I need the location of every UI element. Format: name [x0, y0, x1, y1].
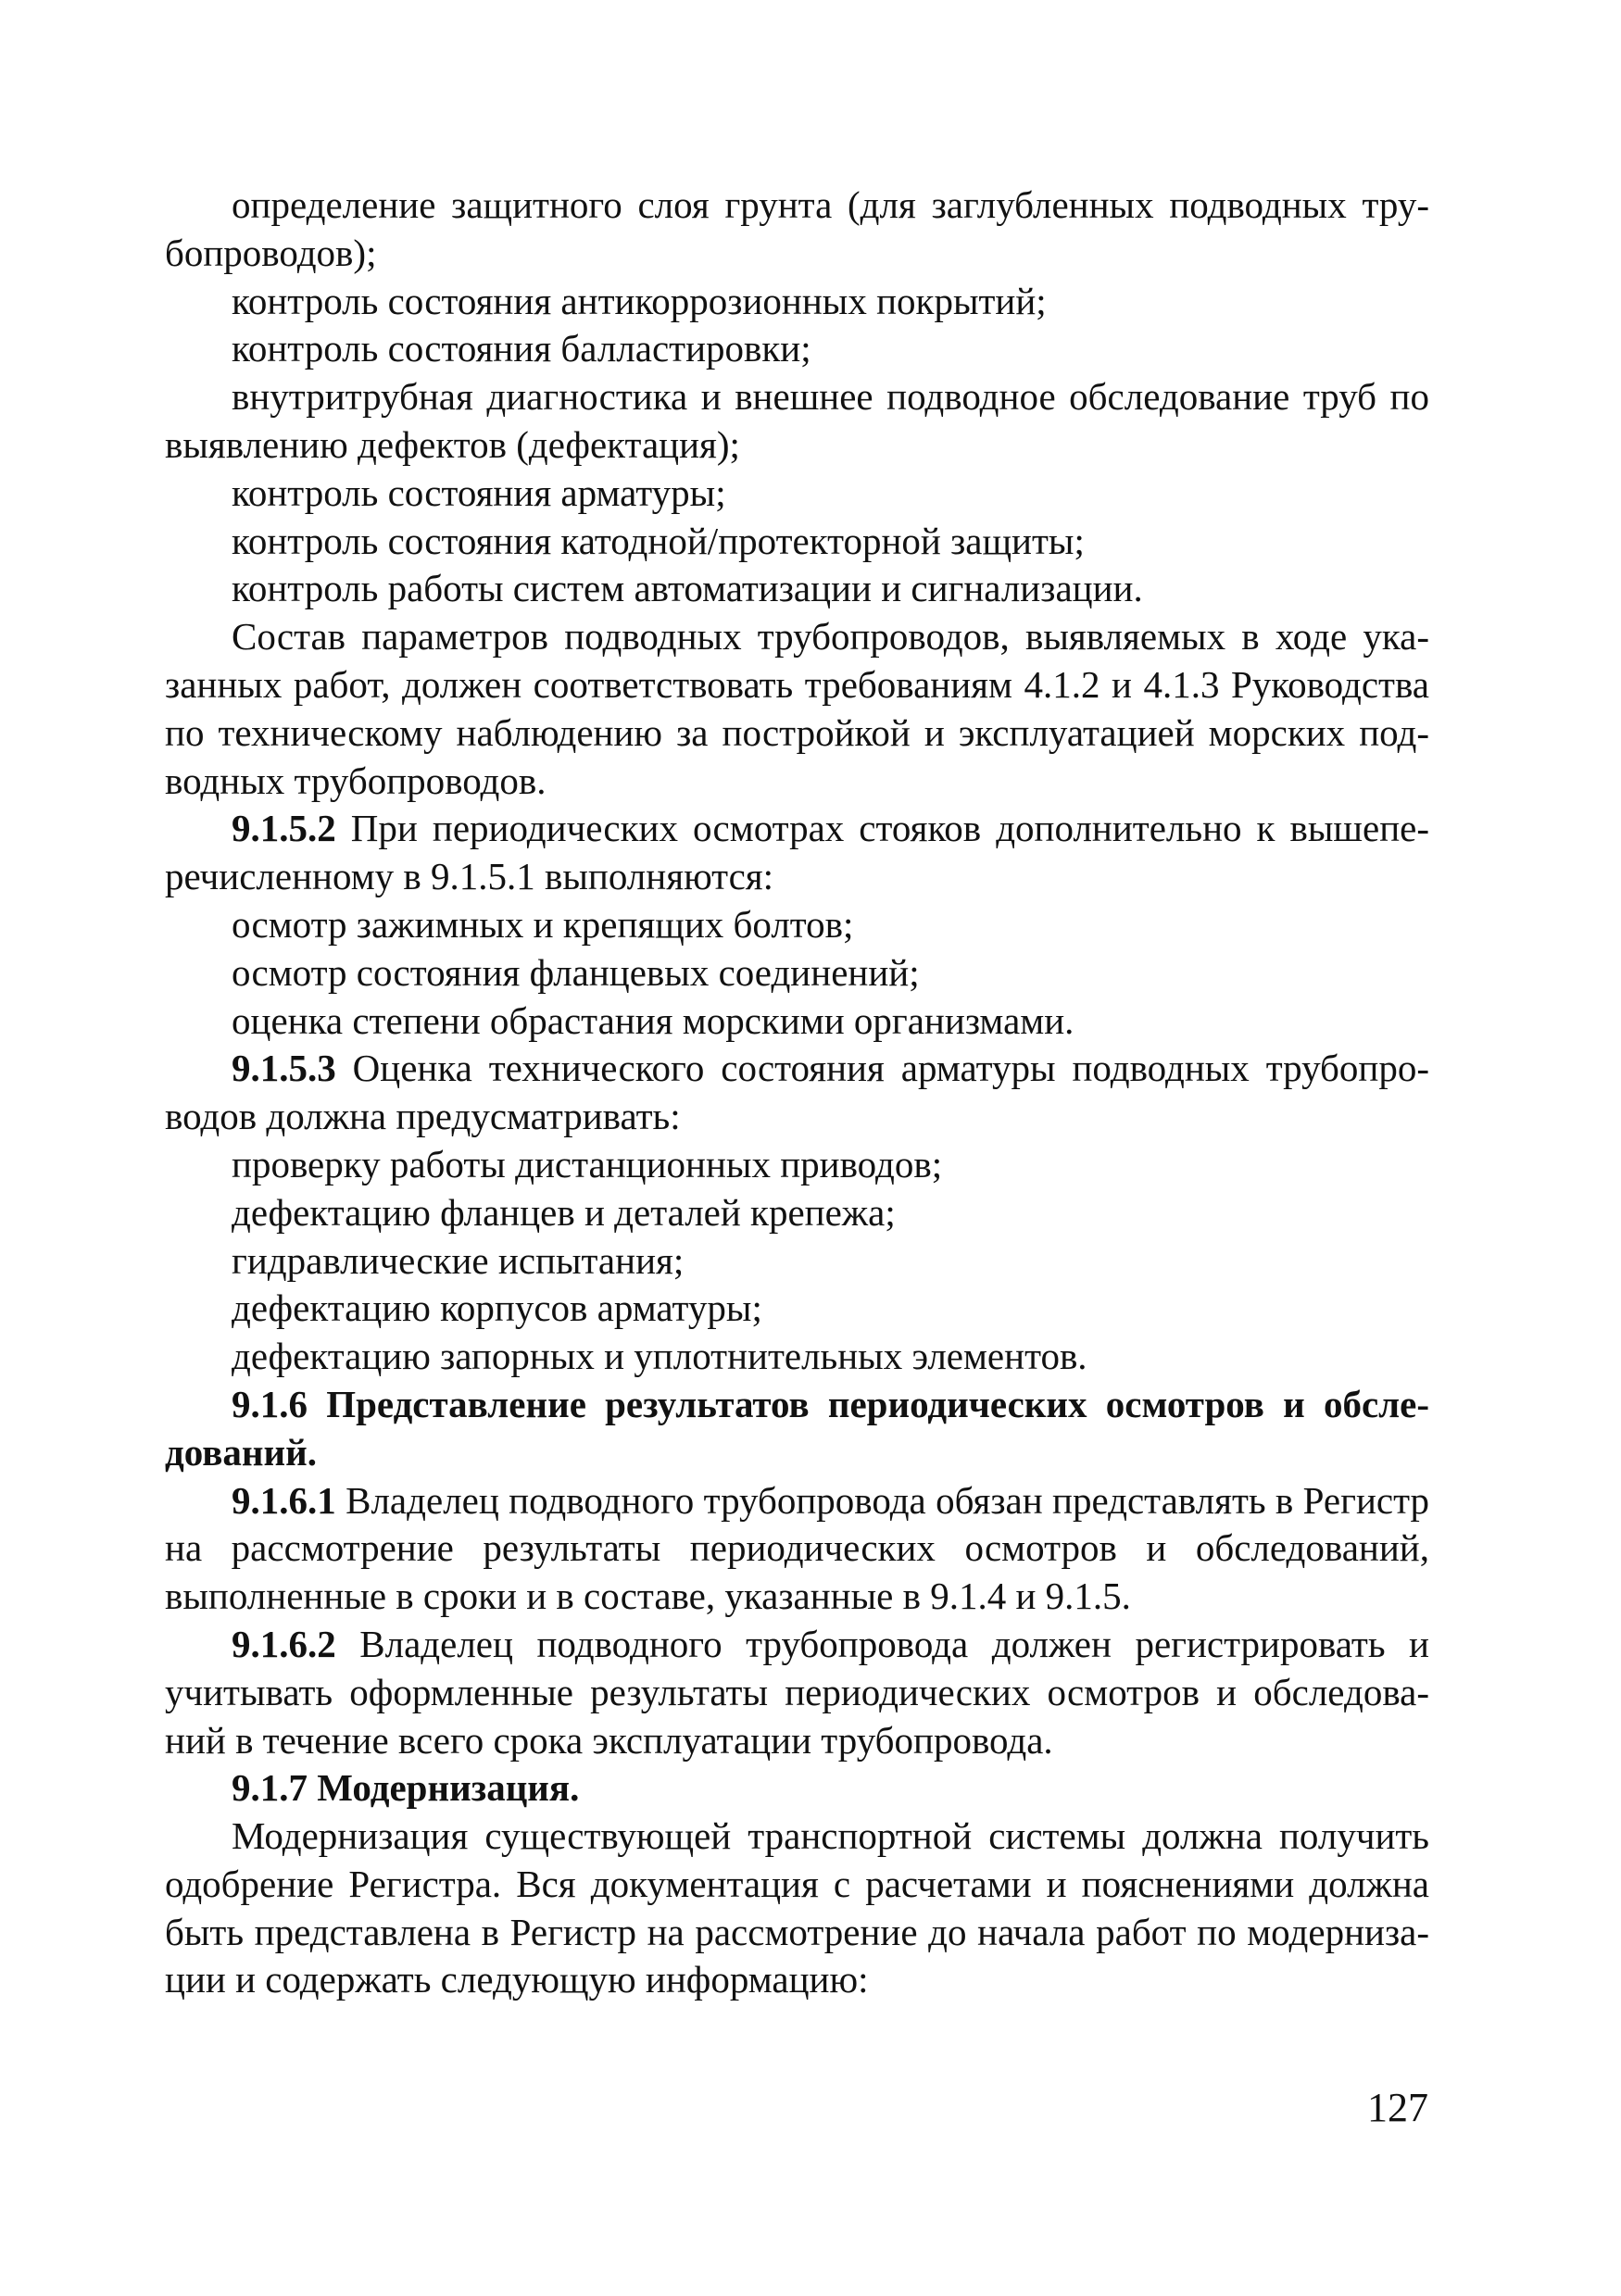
paragraph: определение защитного слоя грунта (для заглубленных подводных трубопроводов); [165, 183, 1429, 274]
paragraph: Состав параметров подводных трубопроводов, выявляемых в ходе указанных работ, должен соответствовать требованиям 4.1.2 и 4.1.3 Руководства по техническому наблюдению за постройкой и эксплуатацией морских подводных трубопроводов. [165, 615, 1429, 802]
paragraph: Модернизация существующей транспортной системы должна получить одобрение Регистра. Вся документация с расчетами и пояснениями должна быть представлена в Регистр на рассмотрение до начала работ по модернизации и содержать следующую информацию: [165, 1814, 1429, 2001]
paragraph: дефектацию фланцев и деталей крепежа; [232, 1190, 896, 1234]
clause-number: 9.1.5.2 [232, 807, 336, 850]
paragraph: дефектацию корпусов арматуры; [232, 1286, 762, 1330]
paragraph: контроль состояния антикоррозионных покрытий; [232, 279, 1047, 322]
paragraph: гидравлические испытания; [232, 1238, 685, 1282]
clause-number: 9.1.6.1 [232, 1478, 336, 1522]
clause-number: 9.1.5.3 [232, 1047, 336, 1090]
numbered-paragraph: 9.1.6.2 Владелец подводного трубопровода должен регистрировать и учитывать оформленные результаты периодических осмотров и обследований в течение всего срока эксплуатации трубопровода. [165, 1622, 1429, 1762]
paragraph: дефектацию запорных и уплотнительных элементов. [232, 1335, 1087, 1378]
paragraph: контроль состояния арматуры; [232, 470, 726, 514]
page-number: 127 [1367, 2085, 1428, 2130]
paragraph: контроль состояния балластировки; [232, 327, 811, 370]
numbered-paragraph: 9.1.5.3 Оценка технического состояния арматуры подводных трубопроводов должна предусматривать: [165, 1047, 1429, 1138]
clause-number: 9.1.6.2 [232, 1622, 336, 1665]
section-heading: 9.1.7 Модернизация. [232, 1766, 580, 1810]
numbered-paragraph: 9.1.6.1 Владелец подводного трубопровода обязан представлять в Регистр на рассмотрение результаты периодических осмотров и обследований, выполненные в сроки и в составе, указанные в 9.1.4 и 9.1.5. [165, 1478, 1429, 1618]
section-heading: 9.1.6 Представление результатов периодических осмотров и обследований. [165, 1382, 1429, 1474]
paragraph: контроль состояния катодной/протекторной защиты; [232, 519, 1085, 562]
page-body [165, 182, 1429, 2004]
paragraph: оценка степени обрастания морскими организмами. [232, 998, 1074, 1042]
paragraph: контроль работы систем автоматизации и сигнализации. [232, 567, 1143, 610]
numbered-paragraph: 9.1.5.2 При периодических осмотрах стояков дополнительно к вышеперечисленному в 9.1.5.1 выполняются: [165, 807, 1429, 898]
paragraph: осмотр состояния фланцевых соединений; [232, 950, 920, 994]
paragraph: внутритрубная диагностика и внешнее подводное обследование труб по выявлению дефектов (дефектация); [165, 375, 1429, 466]
paragraph: осмотр зажимных и крепящих болтов; [232, 902, 854, 946]
paragraph: проверку работы дистанционных приводов; [232, 1142, 943, 1186]
